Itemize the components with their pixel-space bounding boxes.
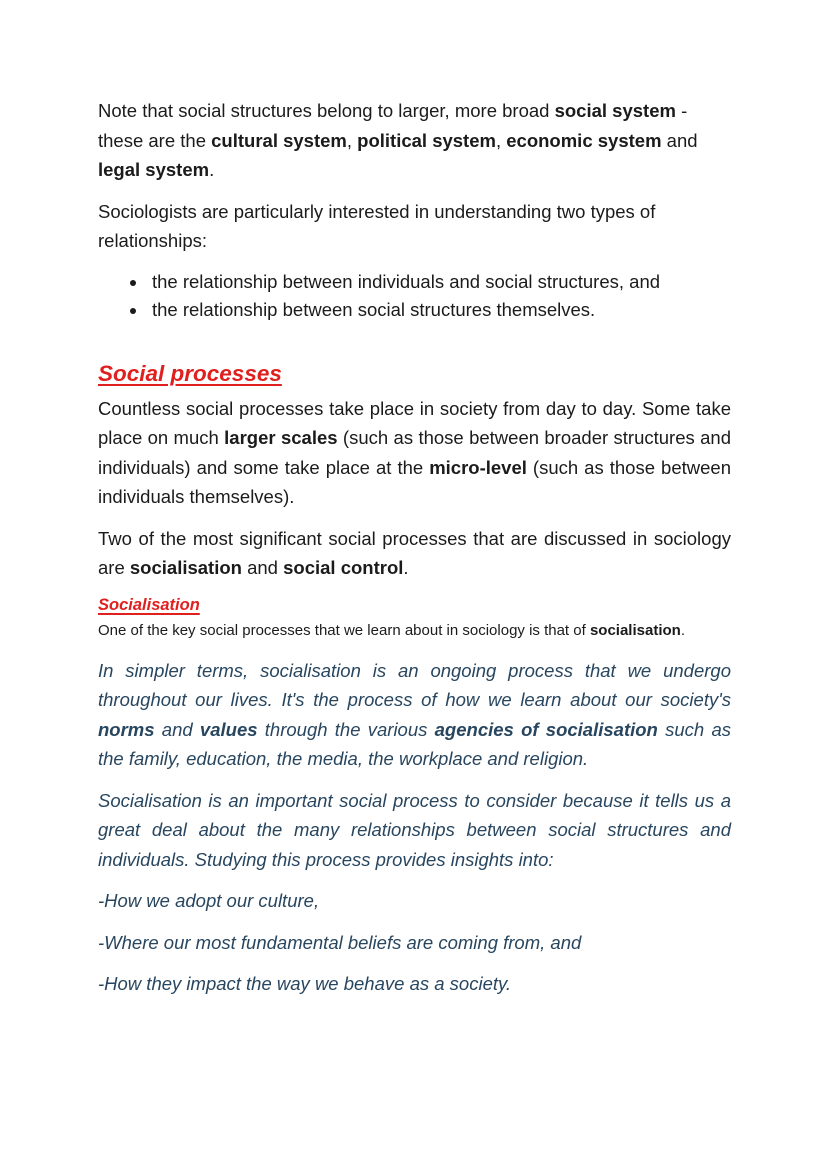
insight-item-beliefs: -Where our most fundamental beliefs are coming from, and (98, 931, 582, 953)
social-processes-heading: Social processes (98, 360, 282, 386)
socialisation-definition-paragraph: In simpler terms, socialisation is an ongoing process that we undergo throughout our lives. It's the process of how we learn about our society's norms and values through the various agencies of socialisation such as the family, education, the media, the workplace and religion. (98, 659, 731, 769)
sociologists-paragraph: Sociologists are particularly interested in understanding two types of relationships: (98, 200, 656, 251)
insight-item-behaviour: -How they impact the way we behave as a society. (98, 973, 512, 994)
page-content (98, 96, 731, 1011)
bullet-item-individuals-structures: • the relationship between individuals and social structures, and (148, 268, 731, 297)
relationships-bullet-list (98, 268, 731, 325)
bullet-item-structures-themselves: • the relationship between social structures themselves. (148, 296, 731, 325)
insight-item-culture: -How we adopt our culture, (98, 890, 320, 911)
intro-paragraph: Note that social structures belong to larger, more broad social system - these are the cultural system, political system, economic system and legal system. (98, 100, 698, 180)
socialisation-intro-paragraph: One of the key social processes that we learn about in sociology is that of socialisation. (98, 621, 685, 639)
socialisation-importance-paragraph: Socialisation is an important social process to consider because it tells us a great deal about the many relationships between social structures and individuals. Studying this process provides insights into: (98, 789, 731, 870)
socialisation-subheading: Socialisation (98, 595, 200, 614)
scales-paragraph: Countless social processes take place in society from day to day. Some take place on much larger scales (such as those between broader structures and individuals) and some take place at the micro-level (such as those between individuals themselves). (98, 397, 731, 507)
two-processes-paragraph: Two of the most significant social processes that are discussed in sociology are socialisation and social control. (98, 527, 731, 578)
